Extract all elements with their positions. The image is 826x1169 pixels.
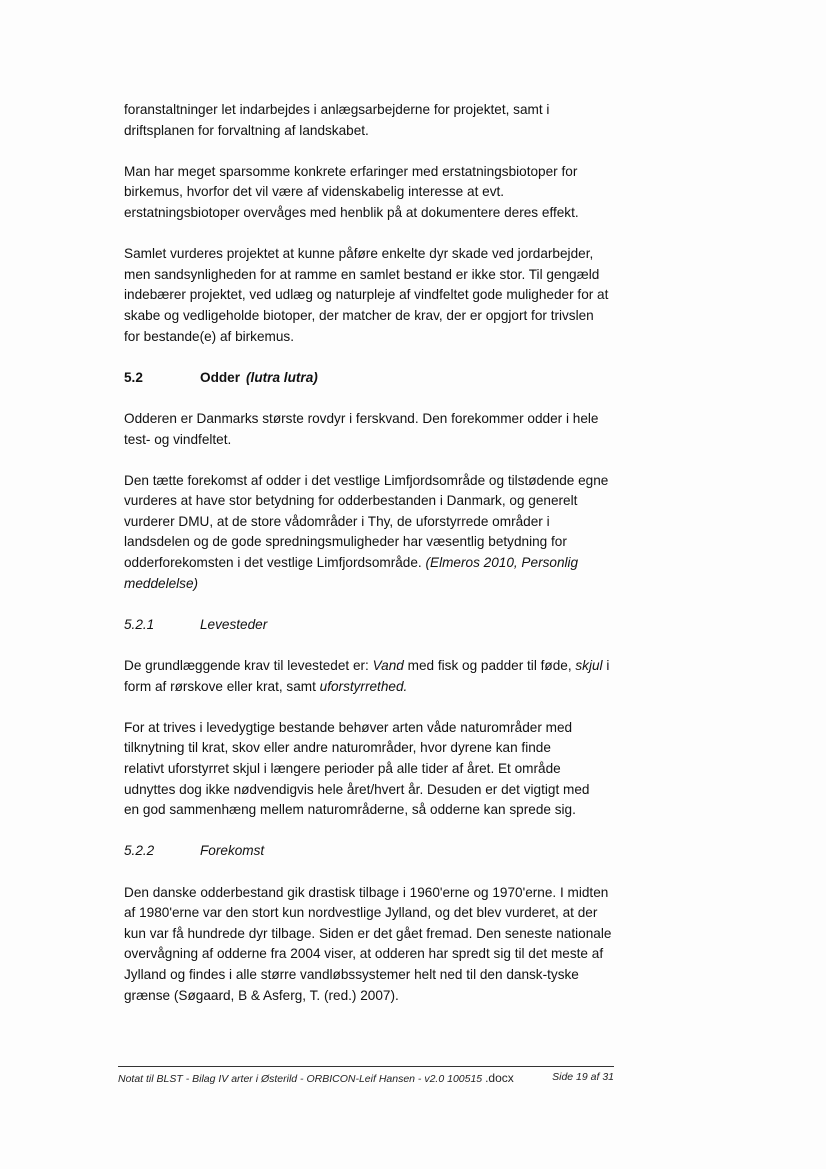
paragraph-habitat-requirements: De grundlæggende krav til levestedet er: Vand med fisk og padder til føde, skjul i form af rørskove eller krat, samt uforstyrrethed. [124, 658, 610, 694]
section-number: 5.2.1 [124, 616, 155, 632]
paragraph-population-history: Den danske odderbestand gik drastisk tilbage i 1960'erne og 1970'erne. I midten af 1980'erne var den stort kun nordvestlige Jylland, og det blev vurderet, at der kun var få hundrede dyr tilbage. Siden er det gået fremad. Den seneste nationale overvågning af odderne fra 2004 viser, at odderen har spredt sig til det meste af Jylland og findes i alle større vandløbssystemer helt ned til den dansk-tyske grænse (Søgaard, B & Asferg, T. (red.) 2007). [124, 884, 612, 1003]
page-footer [118, 1071, 614, 1085]
footer-file-extension: .docx [485, 1071, 514, 1085]
section-number: 5.2 [124, 369, 143, 385]
document-body [124, 100, 624, 1027]
footer-page-number: Side 19 af 31 [552, 1071, 614, 1083]
section-number: 5.2.2 [124, 843, 155, 859]
paragraph-limfjord-occurrence: Den tætte forekomst af odder i det vestlige Limfjordsområde og tilstødende egne vurderes at have stor betydning for odderbestanden i Danmark, og generelt vurderer DMU, at de store vådområder i Thy, de uforstyrrede områder i landsdelen og de gode spredningsmuligheder har væsentlig betydning for odderforekomsten i det vestlige Limfjordsområde. (Elmeros 2010, Personlig meddelelse) [124, 472, 609, 591]
section-heading-5-2 [124, 368, 624, 389]
paragraph-habitat-needs: For at trives i levedygtige bestande behøver arten våde naturområder med tilknytning til krat, skov eller andre naturområder, hvor dyrene kan finde relativt uforstyrret skjul i længere perioder på alle tider af året. Et område udnyttes dog ikke nødvendigvis hele året/hvert år. Desuden er det vigtigt med en god sammenhæng mellem naturområderne, så odderne kan sprede sig. [124, 719, 590, 818]
paragraph-replacement-biotopes: Man har meget sparsomme konkrete erfaringer med erstatningsbiotoper for birkemus, hvorfor det vil være af videnskabelig interesse at evt. erstatningsbiotoper overvåges med henblik på at dokumentere deres effekt. [124, 163, 579, 220]
footer-divider [118, 1066, 614, 1067]
section-heading-5-2-2 [124, 841, 624, 862]
paragraph-mitigation: foranstaltninger let indarbejdes i anlægsarbejderne for projektet, samt i driftsplanen for forvaltning af landskabet. [124, 102, 550, 138]
footer-document-name: Notat til BLST - Bilag IV arter i Østerild - ORBICON-Leif Hansen - v2.0 100515 .docx [118, 1071, 514, 1085]
section-title: Forekomst [200, 843, 265, 859]
paragraph-odder-intro: Odderen er Danmarks største rovdyr i ferskvand. Den forekommer odder i hele test- og vindfeltet. [124, 410, 599, 447]
section-heading-5-2-1 [124, 615, 624, 636]
section-title: Levesteder [200, 616, 268, 632]
citation: (Elmeros 2010, Personlig [425, 555, 579, 571]
citation-tail: meddelelse) [124, 575, 199, 591]
section-title: Odder [200, 369, 241, 385]
paragraph-overall-assessment: Samlet vurderes projektet at kunne påføre enkelte dyr skade ved jordarbejder, men sandsynligheden for at ramme en samlet bestand er ikke stor. Til gengæld indebærer projektet, ved udlæg og naturpleje af vindfeltet gode muligheder for at skabe og vedligeholde biotoper, der matcher de krav, der er opgjort for trivslen for bestande(e) af birkemus. [124, 246, 609, 344]
section-latin-name: (lutra lutra) [246, 369, 318, 385]
